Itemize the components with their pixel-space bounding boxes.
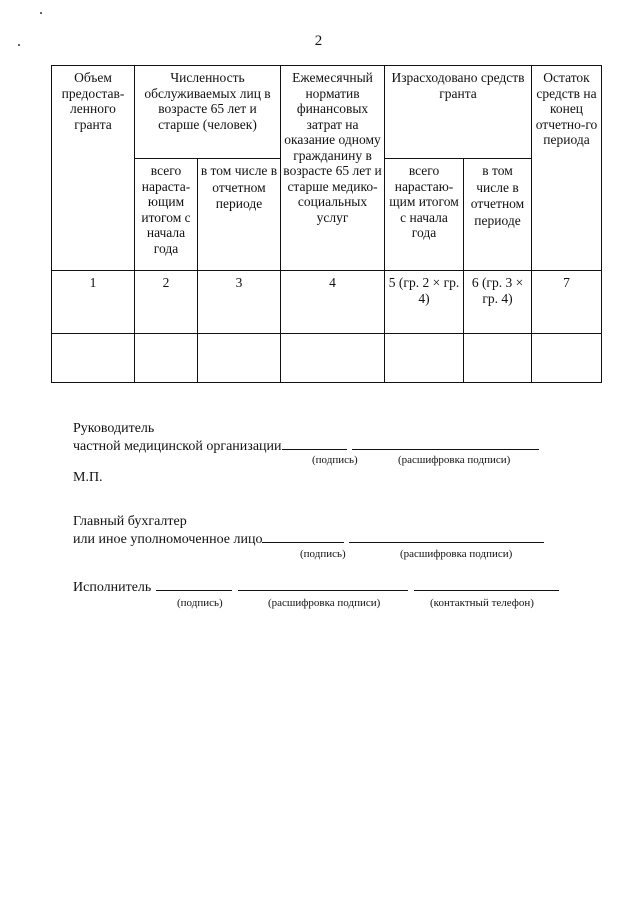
head-signature-block (73, 420, 539, 455)
stamp-placeholder: М.П. (73, 470, 103, 485)
accountant-signature-line[interactable] (262, 530, 344, 543)
head-org-label: частной медицинской организации (73, 439, 282, 454)
executor-signature-block (73, 578, 559, 596)
head-signature-caption: (подпись) (312, 454, 358, 466)
page-number: 2 (314, 33, 323, 49)
head-name-line[interactable] (352, 437, 539, 450)
column-number: 7 (532, 271, 602, 334)
column-number: 4 (281, 271, 385, 334)
grant-report-table (51, 65, 602, 383)
column-number: 6 (гр. 3 × гр. 4) (464, 271, 532, 334)
header-spent-ytd: всего нарастаю-щим итогом с начала года (385, 159, 464, 271)
header-grant-spent: Израсходовано средств гранта (385, 66, 532, 159)
data-cell[interactable] (464, 334, 532, 383)
header-spent-period: в том числе в отчетном периоде (464, 159, 532, 271)
accountant-title: Главный бухгалтер (73, 514, 187, 529)
executor-signature-caption: (подпись) (177, 597, 223, 609)
data-cell[interactable] (385, 334, 464, 383)
data-cell[interactable] (532, 334, 602, 383)
accountant-role-label: или иное уполномоченное лицо (73, 532, 263, 547)
executor-phone-line[interactable] (414, 578, 559, 591)
head-signature-line[interactable] (282, 437, 347, 450)
executor-phone-caption: (контактный телефон) (430, 597, 534, 609)
data-cell[interactable] (52, 334, 135, 383)
column-number: 3 (198, 271, 281, 334)
scan-speck (40, 12, 42, 14)
executor-signature-line[interactable] (156, 578, 232, 591)
executor-label: Исполнитель (73, 580, 152, 595)
head-name-caption: (расшифровка подписи) (398, 454, 511, 466)
executor-name-caption: (расшифровка подписи) (268, 597, 381, 609)
executor-name-line[interactable] (238, 578, 408, 591)
header-grant-volume: Объем предостав-ленного гранта (52, 66, 135, 271)
header-persons-count: Численность обслуживаемых лиц в возрасте 65 лет и старше (человек) (135, 66, 281, 159)
data-cell[interactable] (135, 334, 198, 383)
header-monthly-norm: Ежемесячный норматив финансовых затрат на оказание одному гражданину в возрасте 65 лет и старше медико-социальных услуг (281, 66, 385, 271)
accountant-name-line[interactable] (349, 530, 544, 543)
accountant-signature-caption: (подпись) (300, 548, 346, 560)
header-remaining-funds: Остаток средств на конец отчетно-го периода (532, 66, 602, 271)
header-persons-period: в том числе в отчетном периоде (198, 159, 281, 271)
data-cell[interactable] (198, 334, 281, 383)
head-title: Руководитель (73, 421, 155, 436)
column-number: 5 (гр. 2 × гр. 4) (385, 271, 464, 334)
header-persons-ytd: всего нараста-ющим итогом с начала года (135, 159, 198, 271)
data-cell[interactable] (281, 334, 385, 383)
accountant-signature-block (73, 513, 544, 548)
accountant-name-caption: (расшифровка подписи) (400, 548, 513, 560)
column-number: 2 (135, 271, 198, 334)
column-number: 1 (52, 271, 135, 334)
